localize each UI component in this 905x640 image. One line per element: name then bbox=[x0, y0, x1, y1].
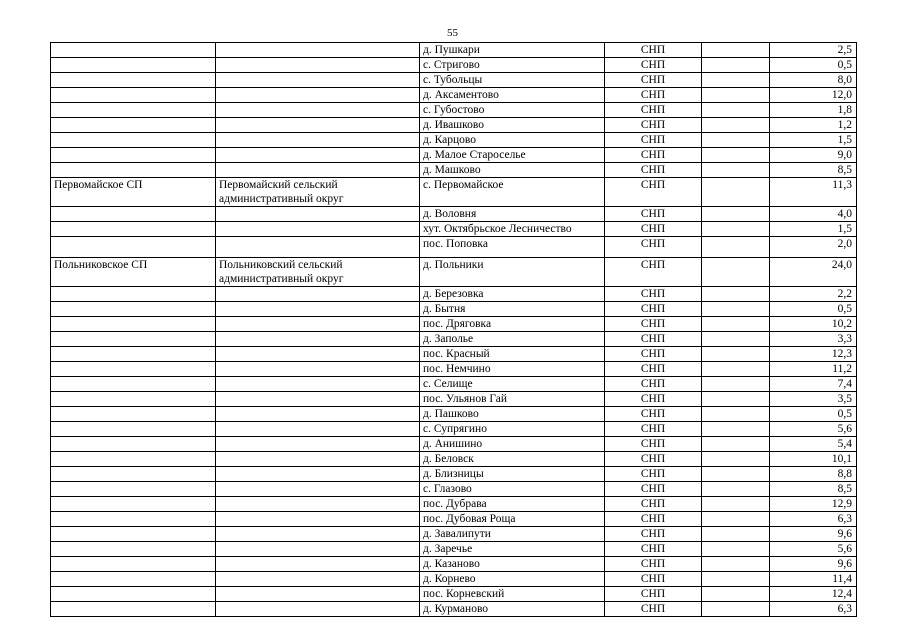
locality-name-cell: д. Бытня bbox=[420, 302, 605, 317]
district-cell bbox=[216, 58, 420, 73]
district-cell bbox=[216, 207, 420, 222]
settlement-cell bbox=[51, 437, 216, 452]
locality-type-cell: СНП bbox=[605, 407, 702, 422]
locality-type-cell: СНП bbox=[605, 422, 702, 437]
table-row bbox=[51, 88, 857, 103]
value-cell: 0,5 bbox=[770, 407, 857, 422]
settlement-cell bbox=[51, 587, 216, 602]
district-cell bbox=[216, 302, 420, 317]
locality-type-cell: СНП bbox=[605, 163, 702, 178]
district-cell bbox=[216, 542, 420, 557]
locality-name-cell: с. Губостово bbox=[420, 103, 605, 118]
value-cell: 24,0 bbox=[770, 258, 857, 287]
locality-type-cell: СНП bbox=[605, 88, 702, 103]
table-row bbox=[51, 347, 857, 362]
settlement-cell bbox=[51, 512, 216, 527]
settlement-cell bbox=[51, 542, 216, 557]
empty-cell bbox=[702, 542, 770, 557]
table-row bbox=[51, 572, 857, 587]
page-number: 55 bbox=[447, 27, 458, 39]
empty-cell bbox=[702, 178, 770, 207]
locality-type-cell: СНП bbox=[605, 133, 702, 148]
locality-type-cell: СНП bbox=[605, 332, 702, 347]
value-cell: 5,6 bbox=[770, 542, 857, 557]
locality-name-cell: пос. Дубрава bbox=[420, 497, 605, 512]
locality-name-cell: с. Тубольцы bbox=[420, 73, 605, 88]
settlements-table bbox=[50, 42, 857, 617]
settlement-cell bbox=[51, 73, 216, 88]
settlements-table-body bbox=[51, 43, 857, 617]
settlement-cell: Первомайское СП bbox=[51, 178, 216, 207]
locality-name-cell: с. Первомайское bbox=[420, 178, 605, 207]
locality-type-cell: СНП bbox=[605, 587, 702, 602]
district-cell bbox=[216, 103, 420, 118]
locality-name-cell: д. Ивашково bbox=[420, 118, 605, 133]
settlement-cell bbox=[51, 482, 216, 497]
locality-type-cell: СНП bbox=[605, 467, 702, 482]
locality-name-cell: д. Польники bbox=[420, 258, 605, 287]
district-cell bbox=[216, 362, 420, 377]
empty-cell bbox=[702, 572, 770, 587]
table-row bbox=[51, 392, 857, 407]
locality-type-cell: СНП bbox=[605, 58, 702, 73]
settlement-cell bbox=[51, 467, 216, 482]
settlement-cell bbox=[51, 118, 216, 133]
settlement-cell bbox=[51, 407, 216, 422]
table-row bbox=[51, 302, 857, 317]
empty-cell bbox=[702, 587, 770, 602]
locality-name-cell: д. Машково bbox=[420, 163, 605, 178]
settlement-cell bbox=[51, 133, 216, 148]
district-cell bbox=[216, 572, 420, 587]
locality-name-cell: д. Аксаментово bbox=[420, 88, 605, 103]
locality-type-cell: СНП bbox=[605, 482, 702, 497]
empty-cell bbox=[702, 163, 770, 178]
district-cell bbox=[216, 467, 420, 482]
district-cell bbox=[216, 133, 420, 148]
settlement-cell: Польниковское СП bbox=[51, 258, 216, 287]
value-cell: 12,4 bbox=[770, 587, 857, 602]
empty-cell bbox=[702, 602, 770, 617]
district-cell bbox=[216, 163, 420, 178]
locality-name-cell: д. Пушкари bbox=[420, 43, 605, 58]
settlement-cell bbox=[51, 557, 216, 572]
locality-name-cell: пос. Ульянов Гай bbox=[420, 392, 605, 407]
locality-type-cell: СНП bbox=[605, 437, 702, 452]
value-cell: 8,5 bbox=[770, 163, 857, 178]
table-row bbox=[51, 437, 857, 452]
empty-cell bbox=[702, 512, 770, 527]
district-cell bbox=[216, 602, 420, 617]
table-row bbox=[51, 163, 857, 178]
locality-name-cell: пос. Поповка bbox=[420, 237, 605, 258]
district-cell bbox=[216, 527, 420, 542]
district-cell bbox=[216, 118, 420, 133]
district-cell bbox=[216, 148, 420, 163]
value-cell: 10,1 bbox=[770, 452, 857, 467]
table-row bbox=[51, 178, 857, 207]
empty-cell bbox=[702, 302, 770, 317]
locality-name-cell: с. Супрягино bbox=[420, 422, 605, 437]
value-cell: 2,2 bbox=[770, 287, 857, 302]
value-cell: 1,5 bbox=[770, 133, 857, 148]
empty-cell bbox=[702, 118, 770, 133]
settlement-cell bbox=[51, 527, 216, 542]
settlement-cell bbox=[51, 332, 216, 347]
empty-cell bbox=[702, 43, 770, 58]
locality-name-cell: пос. Красный bbox=[420, 347, 605, 362]
locality-type-cell: СНП bbox=[605, 497, 702, 512]
table-row bbox=[51, 542, 857, 557]
value-cell: 6,3 bbox=[770, 512, 857, 527]
value-cell: 2,5 bbox=[770, 43, 857, 58]
district-cell bbox=[216, 587, 420, 602]
locality-type-cell: СНП bbox=[605, 178, 702, 207]
locality-name-cell: с. Глазово bbox=[420, 482, 605, 497]
value-cell: 12,3 bbox=[770, 347, 857, 362]
locality-type-cell: СНП bbox=[605, 572, 702, 587]
settlement-cell bbox=[51, 88, 216, 103]
table-row bbox=[51, 407, 857, 422]
value-cell: 0,5 bbox=[770, 302, 857, 317]
table-row bbox=[51, 332, 857, 347]
locality-name-cell: д. Воловня bbox=[420, 207, 605, 222]
empty-cell bbox=[702, 467, 770, 482]
locality-name-cell: пос. Корневский bbox=[420, 587, 605, 602]
district-cell bbox=[216, 422, 420, 437]
settlement-cell bbox=[51, 222, 216, 237]
empty-cell bbox=[702, 347, 770, 362]
table-row bbox=[51, 467, 857, 482]
locality-name-cell: д. Курманово bbox=[420, 602, 605, 617]
table-row bbox=[51, 118, 857, 133]
settlement-cell bbox=[51, 58, 216, 73]
locality-name-cell: с. Стригово bbox=[420, 58, 605, 73]
table-row bbox=[51, 512, 857, 527]
locality-type-cell: СНП bbox=[605, 317, 702, 332]
value-cell: 8,5 bbox=[770, 482, 857, 497]
empty-cell bbox=[702, 422, 770, 437]
locality-name-cell: д. Казаново bbox=[420, 557, 605, 572]
empty-cell bbox=[702, 482, 770, 497]
settlement-cell bbox=[51, 377, 216, 392]
value-cell: 11,2 bbox=[770, 362, 857, 377]
empty-cell bbox=[702, 377, 770, 392]
table-row bbox=[51, 258, 857, 287]
table-row bbox=[51, 587, 857, 602]
settlement-cell bbox=[51, 452, 216, 467]
locality-type-cell: СНП bbox=[605, 237, 702, 258]
empty-cell bbox=[702, 88, 770, 103]
empty-cell bbox=[702, 317, 770, 332]
value-cell: 1,5 bbox=[770, 222, 857, 237]
value-cell: 9,0 bbox=[770, 148, 857, 163]
value-cell: 2,0 bbox=[770, 237, 857, 258]
locality-name-cell: хут. Октябрьское Лесничество bbox=[420, 222, 605, 237]
settlement-cell bbox=[51, 497, 216, 512]
empty-cell bbox=[702, 557, 770, 572]
settlement-cell bbox=[51, 103, 216, 118]
district-cell bbox=[216, 222, 420, 237]
locality-type-cell: СНП bbox=[605, 347, 702, 362]
empty-cell bbox=[702, 452, 770, 467]
district-name: Первомайский сельский административный округ bbox=[219, 179, 344, 205]
empty-cell bbox=[702, 133, 770, 148]
locality-name-cell: д. Заречье bbox=[420, 542, 605, 557]
value-cell: 5,4 bbox=[770, 437, 857, 452]
district-cell bbox=[216, 347, 420, 362]
locality-type-cell: СНП bbox=[605, 103, 702, 118]
value-cell: 11,3 bbox=[770, 178, 857, 207]
district-cell bbox=[216, 497, 420, 512]
district-cell bbox=[216, 392, 420, 407]
table-row bbox=[51, 237, 857, 258]
district-cell bbox=[216, 178, 420, 207]
locality-name-cell: д. Близницы bbox=[420, 467, 605, 482]
locality-name-cell: д. Малое Староселье bbox=[420, 148, 605, 163]
settlement-cell bbox=[51, 422, 216, 437]
empty-cell bbox=[702, 222, 770, 237]
table-row bbox=[51, 103, 857, 118]
table-row bbox=[51, 287, 857, 302]
empty-cell bbox=[702, 103, 770, 118]
locality-type-cell: СНП bbox=[605, 73, 702, 88]
empty-cell bbox=[702, 287, 770, 302]
value-cell: 7,4 bbox=[770, 377, 857, 392]
table-row bbox=[51, 452, 857, 467]
district-cell bbox=[216, 482, 420, 497]
empty-cell bbox=[702, 332, 770, 347]
value-cell: 9,6 bbox=[770, 527, 857, 542]
district-cell bbox=[216, 43, 420, 58]
table-row bbox=[51, 207, 857, 222]
locality-name-cell: пос. Немчино bbox=[420, 362, 605, 377]
settlement-cell bbox=[51, 237, 216, 258]
district-cell bbox=[216, 317, 420, 332]
locality-name-cell: пос. Дубовая Роща bbox=[420, 512, 605, 527]
locality-type-cell: СНП bbox=[605, 377, 702, 392]
locality-type-cell: СНП bbox=[605, 452, 702, 467]
value-cell: 8,0 bbox=[770, 73, 857, 88]
value-cell: 1,2 bbox=[770, 118, 857, 133]
locality-name-cell: д. Анишино bbox=[420, 437, 605, 452]
empty-cell bbox=[702, 527, 770, 542]
empty-cell bbox=[702, 148, 770, 163]
table-row bbox=[51, 377, 857, 392]
settlement-cell bbox=[51, 347, 216, 362]
value-cell: 10,2 bbox=[770, 317, 857, 332]
district-cell bbox=[216, 557, 420, 572]
value-cell: 3,3 bbox=[770, 332, 857, 347]
settlement-cell bbox=[51, 148, 216, 163]
locality-type-cell: СНП bbox=[605, 287, 702, 302]
locality-type-cell: СНП bbox=[605, 527, 702, 542]
value-cell: 5,6 bbox=[770, 422, 857, 437]
district-cell bbox=[216, 437, 420, 452]
district-cell bbox=[216, 452, 420, 467]
table-row bbox=[51, 602, 857, 617]
value-cell: 6,3 bbox=[770, 602, 857, 617]
locality-name-cell: д. Заполье bbox=[420, 332, 605, 347]
locality-type-cell: СНП bbox=[605, 542, 702, 557]
district-cell bbox=[216, 88, 420, 103]
table-row bbox=[51, 148, 857, 163]
district-cell bbox=[216, 512, 420, 527]
table-row bbox=[51, 43, 857, 58]
locality-type-cell: СНП bbox=[605, 302, 702, 317]
locality-name-cell: д. Пашково bbox=[420, 407, 605, 422]
empty-cell bbox=[702, 207, 770, 222]
value-cell: 9,6 bbox=[770, 557, 857, 572]
empty-cell bbox=[702, 362, 770, 377]
locality-name-cell: с. Селище bbox=[420, 377, 605, 392]
settlement-cell bbox=[51, 207, 216, 222]
locality-type-cell: СНП bbox=[605, 258, 702, 287]
table-row bbox=[51, 527, 857, 542]
locality-name-cell: д. Завалипути bbox=[420, 527, 605, 542]
table-row bbox=[51, 497, 857, 512]
table-row bbox=[51, 58, 857, 73]
district-cell bbox=[216, 407, 420, 422]
value-cell: 11,4 bbox=[770, 572, 857, 587]
locality-type-cell: СНП bbox=[605, 512, 702, 527]
settlement-cell bbox=[51, 287, 216, 302]
value-cell: 3,5 bbox=[770, 392, 857, 407]
table-row bbox=[51, 362, 857, 377]
table-row bbox=[51, 73, 857, 88]
settlement-cell bbox=[51, 302, 216, 317]
locality-type-cell: СНП bbox=[605, 148, 702, 163]
locality-type-cell: СНП bbox=[605, 602, 702, 617]
empty-cell bbox=[702, 73, 770, 88]
district-cell bbox=[216, 258, 420, 287]
locality-name-cell: д. Карцово bbox=[420, 133, 605, 148]
locality-name-cell: д. Беловск bbox=[420, 452, 605, 467]
value-cell: 12,0 bbox=[770, 88, 857, 103]
locality-type-cell: СНП bbox=[605, 43, 702, 58]
table-row bbox=[51, 557, 857, 572]
value-cell: 12,9 bbox=[770, 497, 857, 512]
district-cell bbox=[216, 73, 420, 88]
district-cell bbox=[216, 237, 420, 258]
empty-cell bbox=[702, 258, 770, 287]
district-cell bbox=[216, 287, 420, 302]
value-cell: 8,8 bbox=[770, 467, 857, 482]
empty-cell bbox=[702, 392, 770, 407]
settlement-cell bbox=[51, 317, 216, 332]
locality-type-cell: СНП bbox=[605, 557, 702, 572]
settlement-cell bbox=[51, 572, 216, 587]
settlement-cell bbox=[51, 392, 216, 407]
settlement-cell bbox=[51, 362, 216, 377]
table-row bbox=[51, 133, 857, 148]
value-cell: 4,0 bbox=[770, 207, 857, 222]
locality-name-cell: д. Березовка bbox=[420, 287, 605, 302]
empty-cell bbox=[702, 437, 770, 452]
empty-cell bbox=[702, 237, 770, 258]
table-row bbox=[51, 317, 857, 332]
empty-cell bbox=[702, 497, 770, 512]
locality-type-cell: СНП bbox=[605, 362, 702, 377]
locality-type-cell: СНП bbox=[605, 222, 702, 237]
empty-cell bbox=[702, 58, 770, 73]
empty-cell bbox=[702, 407, 770, 422]
locality-type-cell: СНП bbox=[605, 118, 702, 133]
locality-type-cell: СНП bbox=[605, 392, 702, 407]
table-row bbox=[51, 222, 857, 237]
settlement-cell bbox=[51, 43, 216, 58]
district-cell bbox=[216, 332, 420, 347]
value-cell: 0,5 bbox=[770, 58, 857, 73]
settlement-cell bbox=[51, 602, 216, 617]
district-cell bbox=[216, 377, 420, 392]
locality-name-cell: д. Корнево bbox=[420, 572, 605, 587]
settlement-cell bbox=[51, 163, 216, 178]
locality-name-cell: пос. Дряговка bbox=[420, 317, 605, 332]
table-row bbox=[51, 422, 857, 437]
table-row bbox=[51, 482, 857, 497]
district-name: Польниковский сельский административный округ bbox=[219, 259, 344, 285]
value-cell: 1,8 bbox=[770, 103, 857, 118]
locality-type-cell: СНП bbox=[605, 207, 702, 222]
